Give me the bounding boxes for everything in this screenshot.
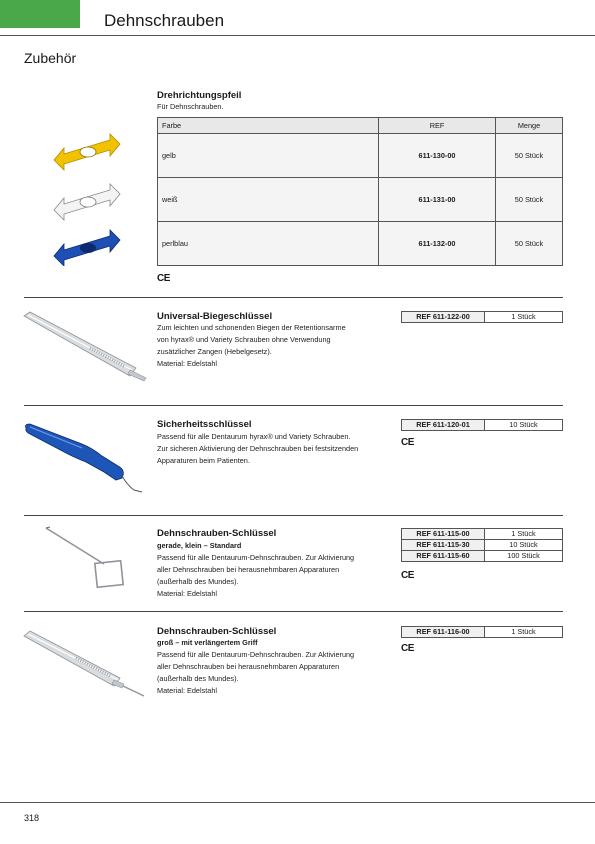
ref-table <box>401 528 563 562</box>
product-desc <box>157 322 346 370</box>
cell-color: gelb <box>158 134 379 178</box>
cell-color: weiß <box>158 178 379 222</box>
product-title-expansion-key-long: Dehnschrauben-Schlüssel <box>157 626 277 637</box>
cell-quantity: 50 Stück <box>496 178 563 222</box>
desc-line: Passend für alle Dentaurum-Dehnschrauben. Zur Aktivierung <box>157 650 355 659</box>
blue-arrow-image <box>54 230 120 266</box>
table-row <box>402 420 563 431</box>
desc-line: Passend für alle Dentaurum-Dehnschrauben. Zur Aktivierung <box>157 553 355 562</box>
cell-quantity: 50 Stück <box>496 134 563 178</box>
long-handle-key-image <box>20 628 150 700</box>
cell-ref: REF 611-116-00 <box>402 627 485 638</box>
cell-ref: 611-130-00 <box>379 134 496 178</box>
product-divider <box>24 405 563 406</box>
bending-key-image <box>20 310 152 382</box>
product-title-direction-arrow: Drehrichtungspfeil <box>157 90 242 101</box>
desc-line: Material: Edelstahl <box>157 359 218 368</box>
product-divider <box>24 611 563 612</box>
desc-line: aller Dehnschrauben bei herausnehmbaren Apparaturen <box>157 565 340 574</box>
cell-quantity: 100 Stück <box>485 551 563 562</box>
cell-ref: 611-132-00 <box>379 222 496 266</box>
product-title-expansion-key-straight: Dehnschrauben-Schlüssel <box>157 528 277 539</box>
cell-quantity: 1 Stück <box>485 312 563 323</box>
desc-line: zusätzlicher Zangen (Hebelgesetz). <box>157 347 272 356</box>
product-title-safety-key: Sicherheitsschlüssel <box>157 419 252 430</box>
table-row <box>402 627 563 638</box>
ce-mark: CE <box>401 643 414 654</box>
table-row <box>158 178 563 222</box>
cell-ref: REF 611-115-60 <box>402 551 485 562</box>
ce-mark: CE <box>157 273 170 284</box>
desc-line: Zur sicheren Aktivierung der Dehnschrauben bei festsitzenden <box>157 444 359 453</box>
desc-line: Passend für alle Dentaurum hyrax® und Variety Schrauben. <box>157 432 351 441</box>
yellow-arrow-image <box>54 134 120 170</box>
desc-line: (außerhalb des Mundes). <box>157 674 239 683</box>
cell-ref: 611-131-00 <box>379 178 496 222</box>
product-divider <box>24 297 563 298</box>
cell-ref: REF 611-120-01 <box>402 420 485 431</box>
cell-quantity: 10 Stück <box>485 420 563 431</box>
product-desc: Für Dehnschrauben. <box>157 102 224 111</box>
cell-ref: REF 611-115-00 <box>402 529 485 540</box>
col-header-quantity: Menge <box>496 118 563 134</box>
ref-table <box>401 626 563 638</box>
section-title: Zubehör <box>24 50 77 66</box>
table-header-row <box>158 118 563 134</box>
straight-key-image <box>42 524 132 590</box>
col-header-ref: REF <box>379 118 496 134</box>
safety-key-image <box>22 420 146 496</box>
product-desc <box>157 637 354 697</box>
table-row <box>402 540 563 551</box>
table-row <box>402 551 563 562</box>
product-subtitle: gerade, klein – Standard <box>157 541 242 550</box>
desc-line: Material: Edelstahl <box>157 686 218 695</box>
cell-ref: REF 611-115-30 <box>402 540 485 551</box>
ref-table <box>401 311 563 323</box>
product-desc <box>157 540 354 600</box>
cell-quantity: 50 Stück <box>496 222 563 266</box>
cell-color: perlblau <box>158 222 379 266</box>
cell-quantity: 1 Stück <box>485 529 563 540</box>
desc-line: Zum leichten und schonenden Biegen der Retentionsarme <box>157 323 346 332</box>
product-subtitle: groß – mit verlängertem Griff <box>157 638 258 647</box>
product-divider <box>24 515 563 516</box>
table-row <box>402 312 563 323</box>
ref-table <box>401 419 563 431</box>
cell-ref: REF 611-122-00 <box>402 312 485 323</box>
desc-line: Material: Edelstahl <box>157 589 218 598</box>
desc-line: von hyrax® und Variety Schrauben ohne Verwendung <box>157 335 331 344</box>
direction-arrow-images <box>50 130 122 266</box>
desc-line: Apparaturen beim Patienten. <box>157 456 250 465</box>
footer-divider <box>0 802 595 803</box>
product-title-bending-key: Universal-Biegeschlüssel <box>157 311 273 322</box>
section-color-tab <box>0 0 80 28</box>
header-divider <box>0 35 595 36</box>
cell-quantity: 1 Stück <box>485 627 563 638</box>
cell-quantity: 10 Stück <box>485 540 563 551</box>
ce-mark: CE <box>401 437 414 448</box>
direction-arrow-table <box>157 117 563 266</box>
desc-line: aller Dehnschrauben bei herausnehmbaren Apparaturen <box>157 662 340 671</box>
ce-mark: CE <box>401 570 414 581</box>
col-header-color: Farbe <box>158 118 379 134</box>
white-arrow-image <box>54 184 120 220</box>
table-row <box>402 529 563 540</box>
table-row <box>158 222 563 266</box>
table-row <box>158 134 563 178</box>
page-number: 318 <box>24 813 40 823</box>
page-title: Dehnschrauben <box>104 11 225 30</box>
desc-line: (außerhalb des Mundes). <box>157 577 239 586</box>
product-desc <box>157 431 358 467</box>
